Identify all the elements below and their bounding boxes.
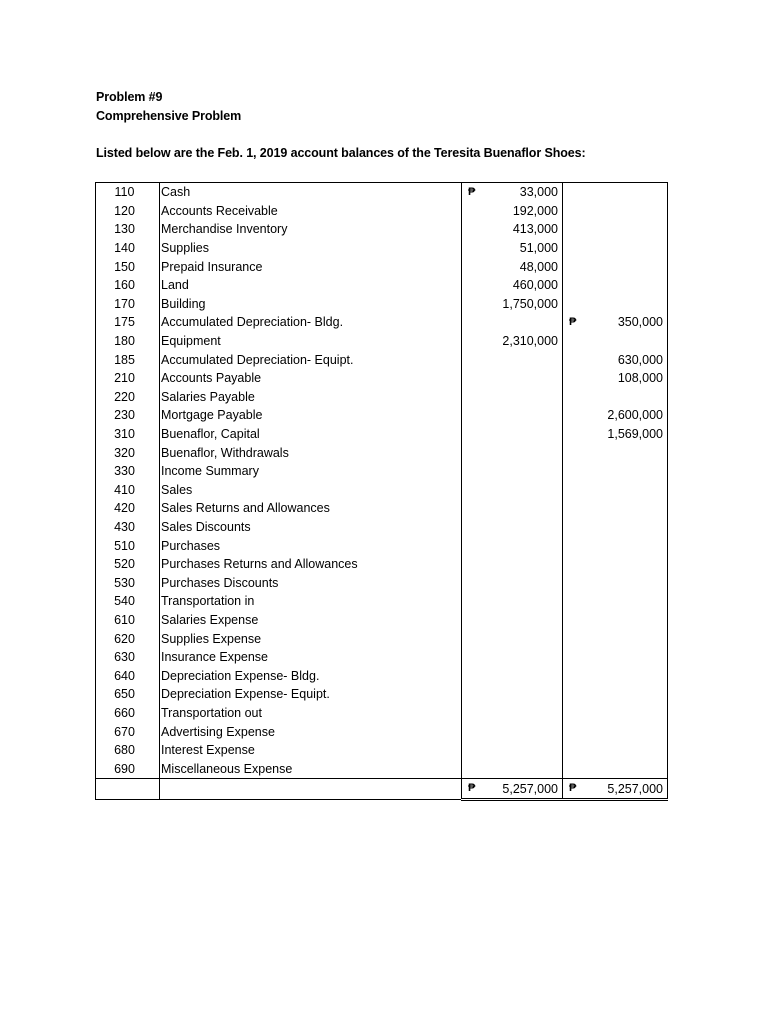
debit-amount: 51,000 xyxy=(519,241,558,256)
debit-cell xyxy=(462,388,563,407)
table-row xyxy=(96,388,668,407)
table-row xyxy=(96,425,668,444)
account-name: Advertising Expense xyxy=(160,722,462,741)
account-name: Buenaflor, Capital xyxy=(160,425,462,444)
debit-cell xyxy=(462,202,563,221)
table-row xyxy=(96,443,668,462)
table-row xyxy=(96,202,668,221)
debit-cell xyxy=(462,425,563,444)
account-name: Salaries Payable xyxy=(160,388,462,407)
table-row xyxy=(96,462,668,481)
debit-cell xyxy=(462,443,563,462)
account-name: Mortgage Payable xyxy=(160,406,462,425)
account-number: 640 xyxy=(96,666,160,685)
table-row xyxy=(96,295,668,314)
account-name: Accounts Payable xyxy=(160,369,462,388)
account-name: Purchases Discounts xyxy=(160,573,462,592)
account-number: 420 xyxy=(96,499,160,518)
account-number: 620 xyxy=(96,629,160,648)
account-name: Transportation in xyxy=(160,592,462,611)
account-number: 690 xyxy=(96,759,160,778)
credit-cell xyxy=(563,722,668,741)
account-rows xyxy=(96,183,668,800)
credit-cell xyxy=(563,573,668,592)
credit-cell xyxy=(563,518,668,537)
account-name: Accounts Receivable xyxy=(160,202,462,221)
debit-cell xyxy=(462,666,563,685)
account-name: Income Summary xyxy=(160,462,462,481)
account-number: 410 xyxy=(96,481,160,500)
debit-amount: 2,310,000 xyxy=(502,334,558,349)
account-number: 120 xyxy=(96,202,160,221)
credit-cell xyxy=(563,499,668,518)
debit-cell xyxy=(462,462,563,481)
account-name: Purchases Returns and Allowances xyxy=(160,555,462,574)
account-name: Salaries Expense xyxy=(160,611,462,630)
table-row xyxy=(96,220,668,239)
credit-cell xyxy=(563,239,668,258)
account-name: Purchases xyxy=(160,536,462,555)
credit-cell xyxy=(563,611,668,630)
debit-cell xyxy=(462,685,563,704)
account-number: 110 xyxy=(96,183,160,202)
account-number: 220 xyxy=(96,388,160,407)
account-number: 310 xyxy=(96,425,160,444)
account-name: Merchandise Inventory xyxy=(160,220,462,239)
debit-cell xyxy=(462,555,563,574)
debit-cell xyxy=(462,481,563,500)
account-name: Transportation out xyxy=(160,704,462,723)
peso-sign-icon: ₱ xyxy=(468,782,476,794)
account-number: 185 xyxy=(96,350,160,369)
account-number: 520 xyxy=(96,555,160,574)
debit-cell xyxy=(462,611,563,630)
credit-amount: 2,600,000 xyxy=(607,408,663,423)
credit-cell xyxy=(563,202,668,221)
peso-sign-icon: ₱ xyxy=(468,186,476,198)
account-number: 510 xyxy=(96,536,160,555)
table-row xyxy=(96,369,668,388)
table-row xyxy=(96,313,668,332)
table-row xyxy=(96,685,668,704)
table-row xyxy=(96,759,668,778)
debit-amount: 33,000 xyxy=(519,185,558,200)
credit-cell xyxy=(563,462,668,481)
table-row xyxy=(96,276,668,295)
account-number: 150 xyxy=(96,257,160,276)
credit-cell xyxy=(563,481,668,500)
problem-subtitle: Comprehensive Problem xyxy=(96,109,242,123)
totals-empty-number xyxy=(96,779,160,800)
table-row xyxy=(96,518,668,537)
peso-sign-icon: ₱ xyxy=(569,782,577,794)
credit-cell xyxy=(563,685,668,704)
credit-cell xyxy=(563,369,668,388)
account-number: 430 xyxy=(96,518,160,537)
account-name: Miscellaneous Expense xyxy=(160,759,462,778)
credit-cell xyxy=(563,425,668,444)
account-number: 130 xyxy=(96,220,160,239)
account-balances-table xyxy=(95,182,668,801)
account-name: Depreciation Expense- Equipt. xyxy=(160,685,462,704)
debit-cell xyxy=(462,499,563,518)
totals-row xyxy=(96,779,668,800)
account-name: Cash xyxy=(160,183,462,202)
debit-cell xyxy=(462,276,563,295)
account-name: Supplies xyxy=(160,239,462,258)
account-number: 540 xyxy=(96,592,160,611)
account-number: 650 xyxy=(96,685,160,704)
credit-cell xyxy=(563,276,668,295)
account-number: 175 xyxy=(96,313,160,332)
account-number: 330 xyxy=(96,462,160,481)
debit-amount: 413,000 xyxy=(512,222,558,237)
debit-cell xyxy=(462,722,563,741)
credit-cell xyxy=(563,388,668,407)
table-row xyxy=(96,611,668,630)
table-row xyxy=(96,239,668,258)
account-number: 140 xyxy=(96,239,160,258)
debit-cell xyxy=(462,332,563,351)
account-name: Equipment xyxy=(160,332,462,351)
credit-cell xyxy=(563,406,668,425)
debit-cell xyxy=(462,592,563,611)
account-name: Building xyxy=(160,295,462,314)
debit-cell xyxy=(462,239,563,258)
account-name: Interest Expense xyxy=(160,741,462,760)
account-number: 680 xyxy=(96,741,160,760)
debit-cell xyxy=(462,518,563,537)
credit-cell xyxy=(563,741,668,760)
debit-amount: 1,750,000 xyxy=(502,296,558,311)
table-row xyxy=(96,499,668,518)
credit-cell xyxy=(563,443,668,462)
total-debit-amount: 5,257,000 xyxy=(502,781,558,796)
account-number: 530 xyxy=(96,573,160,592)
table-row xyxy=(96,536,668,555)
account-name: Sales Returns and Allowances xyxy=(160,499,462,518)
credit-amount: 630,000 xyxy=(617,352,663,367)
table-row xyxy=(96,648,668,667)
table-row xyxy=(96,406,668,425)
account-number: 610 xyxy=(96,611,160,630)
credit-cell xyxy=(563,648,668,667)
problem-title: Problem #9 xyxy=(96,90,163,104)
table-row xyxy=(96,257,668,276)
account-number: 630 xyxy=(96,648,160,667)
account-name: Depreciation Expense- Bldg. xyxy=(160,666,462,685)
account-number: 230 xyxy=(96,406,160,425)
debit-cell xyxy=(462,759,563,778)
account-name: Supplies Expense xyxy=(160,629,462,648)
total-credit-cell xyxy=(563,779,668,800)
table-row xyxy=(96,332,668,351)
account-number: 210 xyxy=(96,369,160,388)
debit-cell xyxy=(462,257,563,276)
debit-cell xyxy=(462,369,563,388)
debit-cell xyxy=(462,536,563,555)
credit-cell xyxy=(563,555,668,574)
debit-cell xyxy=(462,313,563,332)
debit-cell xyxy=(462,629,563,648)
credit-cell xyxy=(563,183,668,202)
debit-cell xyxy=(462,741,563,760)
table-row xyxy=(96,573,668,592)
table-row xyxy=(96,592,668,611)
debit-cell xyxy=(462,350,563,369)
credit-amount: 1,569,000 xyxy=(607,427,663,442)
account-name: Buenaflor, Withdrawals xyxy=(160,443,462,462)
debit-cell xyxy=(462,406,563,425)
credit-cell xyxy=(563,257,668,276)
total-credit-amount: 5,257,000 xyxy=(607,781,663,796)
debit-cell xyxy=(462,220,563,239)
debit-cell xyxy=(462,183,563,202)
peso-sign-icon: ₱ xyxy=(569,316,577,329)
credit-cell xyxy=(563,759,668,778)
table-row xyxy=(96,629,668,648)
table-row xyxy=(96,183,668,202)
table-row xyxy=(96,722,668,741)
account-number: 170 xyxy=(96,295,160,314)
credit-cell xyxy=(563,313,668,332)
debit-cell xyxy=(462,573,563,592)
account-number: 180 xyxy=(96,332,160,351)
debit-amount: 48,000 xyxy=(519,259,558,274)
credit-amount: 350,000 xyxy=(617,315,663,330)
account-number: 670 xyxy=(96,722,160,741)
account-name: Accumulated Depreciation- Bldg. xyxy=(160,313,462,332)
account-name: Accumulated Depreciation- Equipt. xyxy=(160,350,462,369)
account-name: Land xyxy=(160,276,462,295)
account-number: 320 xyxy=(96,443,160,462)
table-row xyxy=(96,741,668,760)
credit-cell xyxy=(563,295,668,314)
credit-cell xyxy=(563,666,668,685)
debit-cell xyxy=(462,295,563,314)
table-row xyxy=(96,481,668,500)
credit-amount: 108,000 xyxy=(617,371,663,386)
totals-empty-name xyxy=(160,779,462,800)
table-row xyxy=(96,350,668,369)
credit-cell xyxy=(563,220,668,239)
debit-cell xyxy=(462,704,563,723)
credit-cell xyxy=(563,350,668,369)
account-name: Sales xyxy=(160,481,462,500)
table-row xyxy=(96,704,668,723)
debit-amount: 192,000 xyxy=(512,203,558,218)
credit-cell xyxy=(563,704,668,723)
account-name: Sales Discounts xyxy=(160,518,462,537)
account-number: 160 xyxy=(96,276,160,295)
account-name: Prepaid Insurance xyxy=(160,257,462,276)
credit-cell xyxy=(563,536,668,555)
intro-text: Listed below are the Feb. 1, 2019 account balances of the Teresita Buenaflor Shoes: xyxy=(96,146,586,160)
account-number: 660 xyxy=(96,704,160,723)
debit-cell xyxy=(462,648,563,667)
credit-cell xyxy=(563,629,668,648)
account-name: Insurance Expense xyxy=(160,648,462,667)
debit-amount: 460,000 xyxy=(512,278,558,293)
table-row xyxy=(96,666,668,685)
credit-cell xyxy=(563,332,668,351)
table-row xyxy=(96,555,668,574)
credit-cell xyxy=(563,592,668,611)
total-debit-cell xyxy=(462,779,563,800)
